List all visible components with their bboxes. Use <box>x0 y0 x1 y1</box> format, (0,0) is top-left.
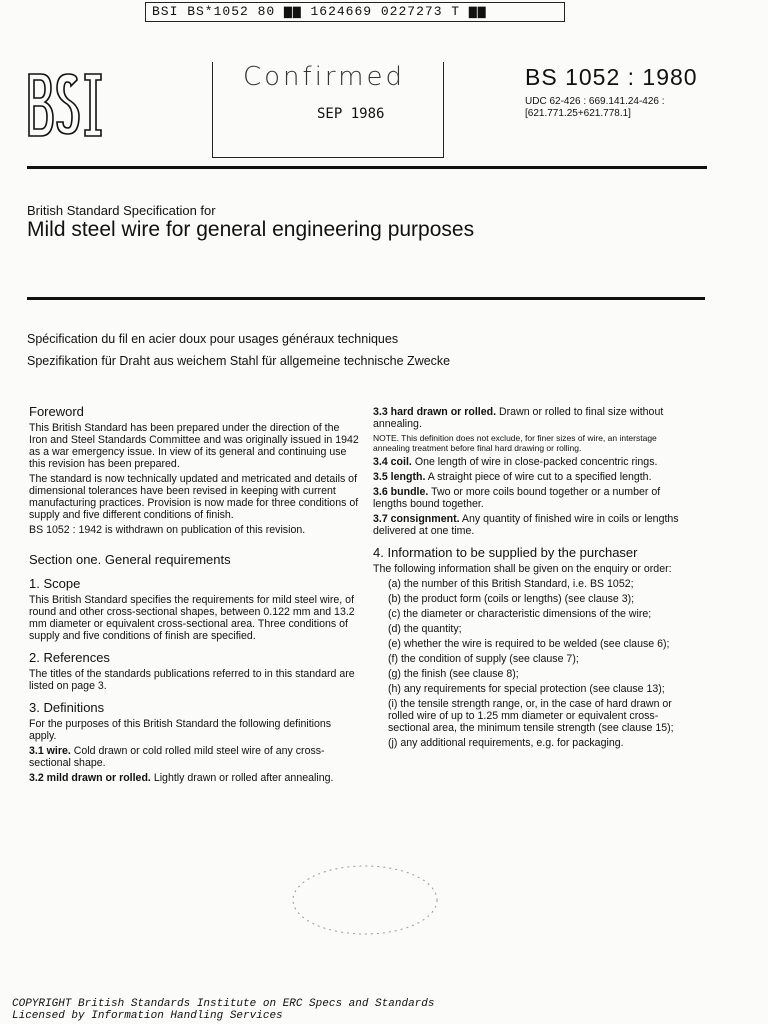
stamp-date: SEP 1986 <box>317 106 385 122</box>
list-item: (d) the quantity; <box>388 623 462 635</box>
bsi-logo <box>27 70 107 140</box>
udc-line-1: UDC 62-426 : 669.141.24-426 : <box>525 96 665 107</box>
title-german: Spezifikation für Draht aus weichem Stahl für allgemeine technische Zwecke <box>27 354 451 368</box>
list-item: (c) the diameter or characteristic dimensions of the wire; <box>388 608 652 620</box>
right-column <box>373 406 691 752</box>
list-item: (f) the condition of supply (see clause 7); <box>388 653 579 665</box>
foreword-heading: Foreword <box>29 404 84 419</box>
list-item: (i) the tensile strength range, or, in the case of hard drawn or rolled wire of up to 1.25 mm diameter or equivalent cross-sectional area, the minimum tensile strength (see clause 15); <box>388 698 674 734</box>
document-header-code: BSI BS*1052 80 ▆▆ 1624669 0227273 T ▆▆ <box>145 2 565 22</box>
scope-text: This British Standard specifies the requirements for mild steel wire, of round and other cross-sectional shapes, between 0.122 mm and 13.2 mm diameter or equivalent cross-sectional area. Three conditions of supply and five conditions of finish are specified. <box>29 594 355 642</box>
list-item: (h) any requirements for special protection (see clause 13); <box>388 683 665 695</box>
list-item: (g) the finish (see clause 8); <box>388 668 519 680</box>
license-line: Licensed by Information Handling Services <box>12 1010 283 1022</box>
definitions-heading: 3. Definitions <box>29 700 105 715</box>
definition-note: NOTE. This definition does not exclude, for finer sizes of wire, an interstage annealing treatment before final hard drawing or rolling. <box>373 433 657 453</box>
copyright-notice <box>12 998 434 1022</box>
definitions-intro: For the purposes of this British Standard the following definitions apply. <box>29 718 332 742</box>
definition-3-1: 3.1 wire. Cold drawn or cold rolled mild steel wire of any cross-sectional shape. <box>29 745 325 769</box>
info-heading: 4. Information to be supplied by the purchaser <box>373 545 638 560</box>
list-item: (b) the product form (coils or lengths) (see clause 3); <box>388 593 635 605</box>
foreword-paragraph: The standard is now technically updated and metricated and details of dimensional tolerances have been revised in keeping with current manufacturing practices. Provision is now made for three conditions of supply and five different conditions of finish. <box>29 473 359 521</box>
udc-code <box>525 96 665 120</box>
list-item: (e) whether the wire is required to be welded (see clause 6); <box>388 638 670 650</box>
list-item: (j) any additional requirements, e.g. for packaging. <box>388 737 624 749</box>
document-title: Mild steel wire for general engineering purposes <box>27 218 475 241</box>
foreword-paragraph: This British Standard has been prepared under the direction of the Iron and Steel Standards Committee and was originally issued in 1942 as a war emergency issue. In view of its general and continuing use this revision has been prepared. <box>29 422 359 470</box>
definition-3-4: 3.4 coil. One length of wire in close-packed concentric rings. <box>373 456 658 468</box>
section-one-heading: Section one. General requirements <box>29 552 231 567</box>
copyright-line: COPYRIGHT British Standards Institute on ERC Specs and Standards <box>12 998 435 1010</box>
scope-heading: 1. Scope <box>29 576 81 591</box>
confirmed-stamp <box>212 62 444 158</box>
top-rule <box>27 166 707 169</box>
left-column <box>29 406 359 787</box>
references-text: The titles of the standards publications referred to in this standard are listed on page 3. <box>29 668 355 692</box>
info-intro: The following information shall be given on the enquiry or order: <box>373 563 672 575</box>
spec-label: British Standard Specification for <box>27 203 216 218</box>
references-heading: 2. References <box>29 650 110 665</box>
definition-3-5: 3.5 length. A straight piece of wire cut to a specified length. <box>373 471 652 483</box>
definition-3-2: 3.2 mild drawn or rolled. Lightly drawn or rolled after annealing. <box>29 772 334 784</box>
definition-3-3: 3.3 hard drawn or rolled. Drawn or rolled to final size without annealing. <box>373 406 664 430</box>
definition-3-7: 3.7 consignment. Any quantity of finished wire in coils or lengths delivered at one time. <box>373 513 679 537</box>
info-list <box>373 578 691 749</box>
standard-number: BS 1052 : 1980 <box>525 64 698 90</box>
foreword-paragraph: BS 1052 : 1942 is withdrawn on publication of this revision. <box>29 524 306 536</box>
title-french: Spécification du fil en acier doux pour usages généraux techniques <box>27 332 399 346</box>
title-rule <box>27 297 705 300</box>
udc-line-2: [621.771.25+621.778.1] <box>525 108 631 119</box>
stamp-word: Confirmed <box>243 62 405 92</box>
definition-3-6: 3.6 bundle. Two or more coils bound together or a number of lengths bound together. <box>373 486 661 510</box>
list-item: (a) the number of this British Standard, i.e. BS 1052; <box>388 578 634 590</box>
faded-circular-stamp <box>285 858 445 938</box>
